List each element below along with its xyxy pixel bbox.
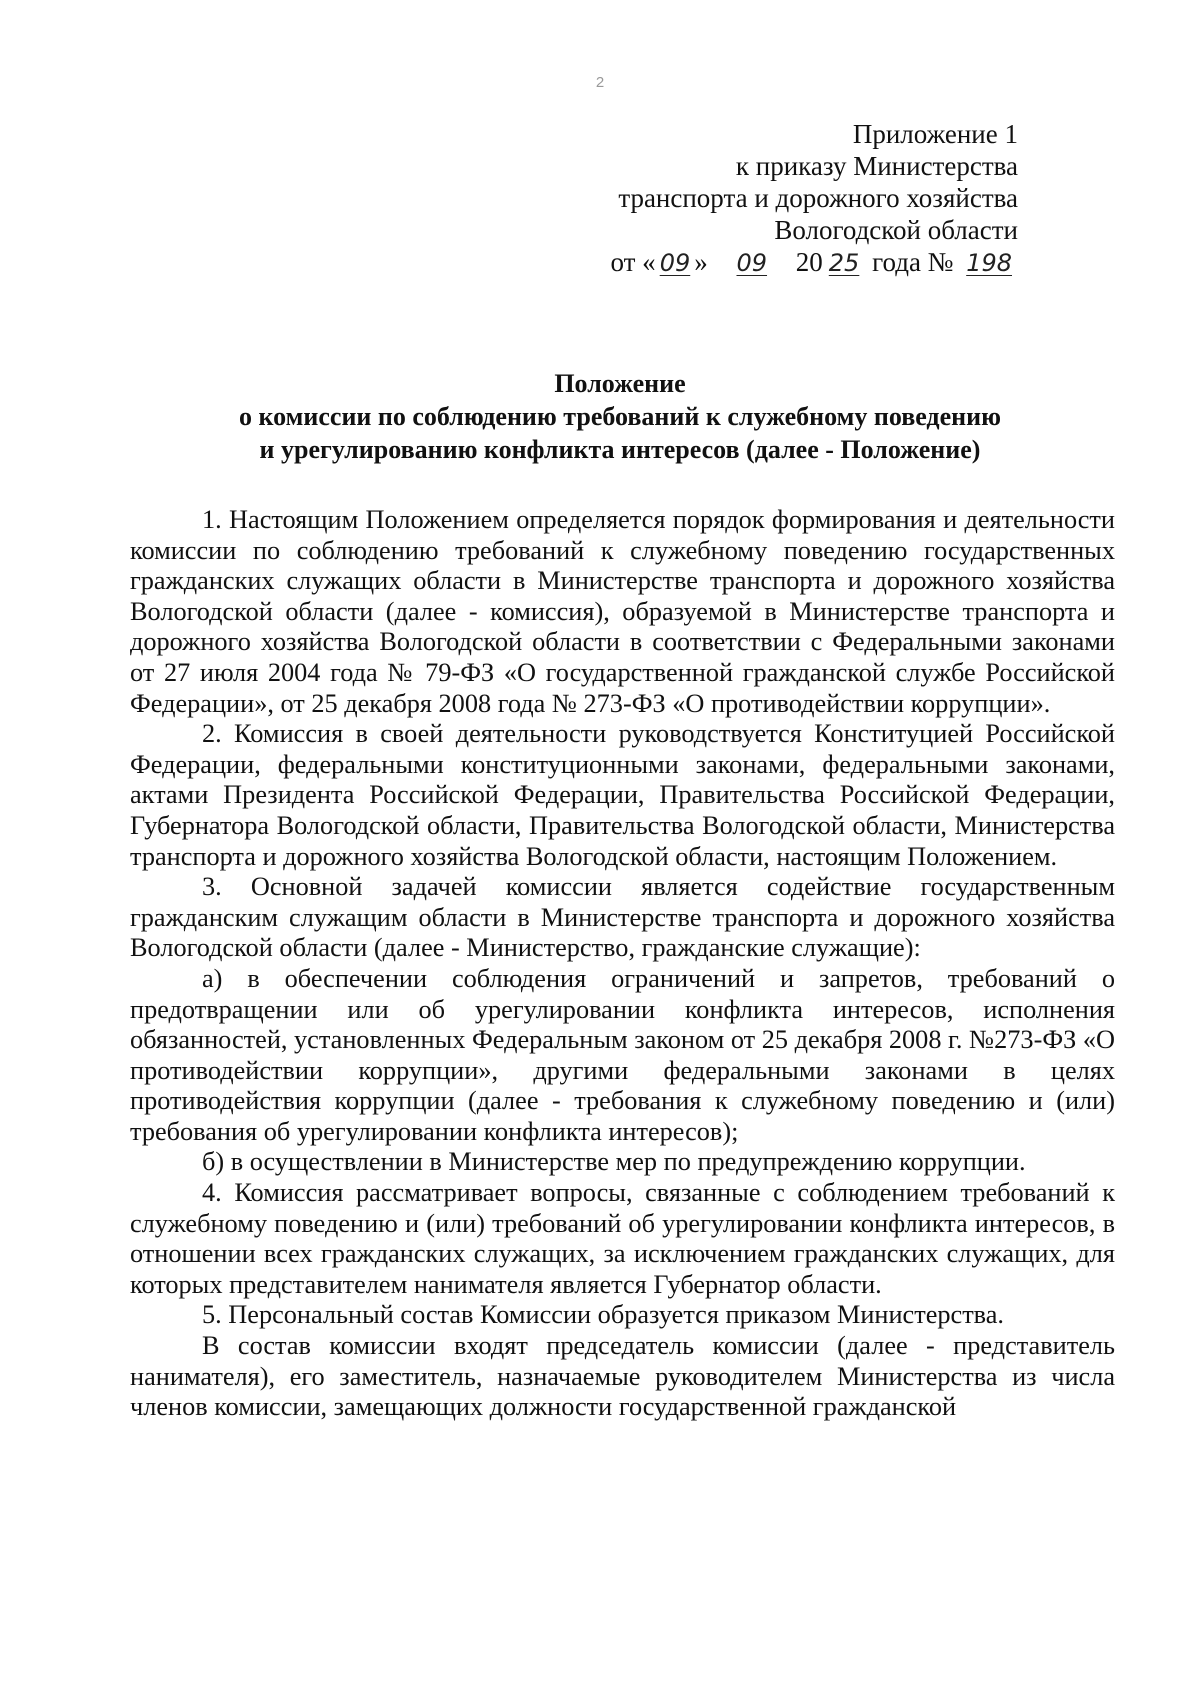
paragraph: 2. Комиссия в своей деятельности руководствуется Конституцией Российской Федерации, федеральными конституционными законами, федеральными законами, актами Президента Российской Федерации, Правительства Российской Федерации, Губернатора Вологодской области, Правительства Вологодской области, Министерства транспорта и дорожного хозяйства Вологодской области, настоящим Положением.	[130, 719, 1115, 871]
title-line: о комиссии по соблюдению требований к служебному поведению	[239, 402, 1001, 431]
number-label: года №	[872, 247, 954, 277]
page-number: 2	[595, 74, 605, 91]
paragraph: 5. Персональный состав Комиссии образуется приказом Министерства.	[202, 1300, 1005, 1330]
paragraph: б) в осуществлении в Министерстве мер по предупреждению коррупции.	[202, 1147, 1026, 1177]
title-line: Положение	[554, 369, 686, 398]
date-quote: »	[694, 247, 708, 277]
title-line: и урегулированию конфликта интересов (далее - Положение)	[259, 435, 981, 464]
paragraph: 1. Настоящим Положением определяется порядок формирования и деятельности комиссии по соблюдению требований к служебному поведению государственных гражданских служащих области в Министерстве транспорта и дорожного хозяйства Вологодской области (далее - комиссия), образуемой в Министерстве транспорта и дорожного хозяйства Вологодской области в соответствии с Федеральными законами от 27 июля 2004 года № 79-ФЗ «О государственной гражданской службе Российской Федерации», от 25 декабря 2008 года № 273-ФЗ «О противодействии коррупции».	[130, 505, 1115, 718]
date-prefix: от «	[610, 247, 656, 277]
document-body	[130, 505, 1115, 1423]
paragraph: 3. Основной задачей комиссии является содействие государственным гражданским служащим области в Министерстве транспорта и дорожного хозяйства Вологодской области (далее - Министерство, гражданские служащие):	[130, 872, 1115, 963]
document-title	[130, 367, 1110, 466]
annex-line: к приказу Министерства	[735, 151, 1018, 181]
year-prefix: 20	[795, 247, 823, 277]
handwritten-year: 25	[828, 249, 860, 277]
paragraph: а) в обеспечении соблюдения ограничений и запретов, требований о предотвращении или об урегулировании конфликта интересов, исполнения обязанностей, установленных Федеральным законом от 25 декабря 2008 г. №273-ФЗ «О противодействии коррупции», другими федеральными законами в целях противодействия коррупции (далее - требования к служебному поведению и (или) требования об урегулировании конфликта интересов);	[130, 963, 1115, 1146]
paragraph: В состав комиссии входят председатель комиссии (далее - представитель нанимателя), его заместитель, назначаемые руководителем Министерства из числа членов комиссии, замещающих должности государственной гражданской	[130, 1331, 1115, 1422]
annex-line: Приложение 1	[852, 119, 1018, 149]
handwritten-month: 09	[736, 249, 768, 277]
handwritten-day: 09	[659, 249, 691, 277]
handwritten-order-number: 198	[966, 249, 1012, 277]
paragraph: 4. Комиссия рассматривает вопросы, связанные с соблюдением требований к служебному поведению и (или) требований об урегулировании конфликта интересов, в отношении всех гражданских служащих, за исключением гражданских служащих, для которых представителем нанимателя является Губернатор области.	[130, 1178, 1115, 1299]
order-date-line	[610, 246, 1018, 279]
annex-line: Вологодской области	[774, 215, 1018, 245]
annex-line: транспорта и дорожного хозяйства	[618, 183, 1018, 213]
annex-header	[610, 118, 1018, 279]
